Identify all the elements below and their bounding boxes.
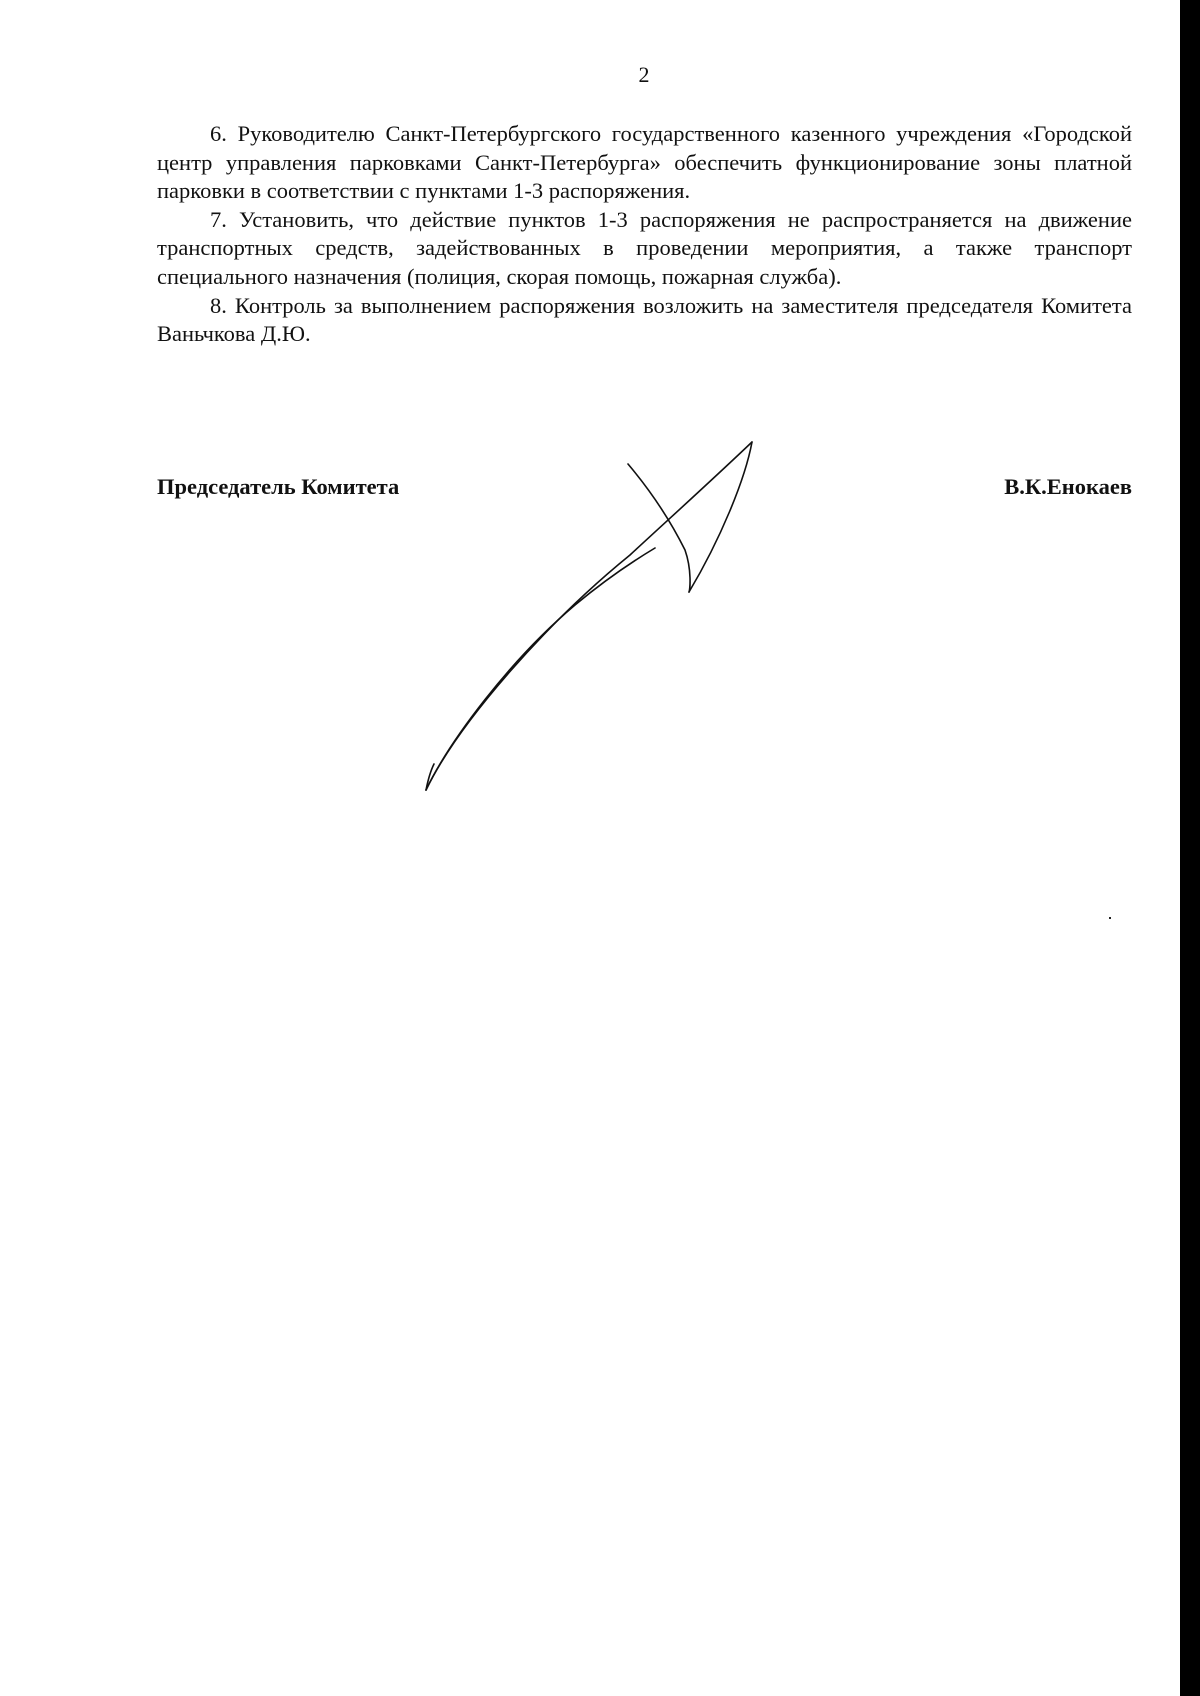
signatory-name: В.К.Енокаев bbox=[1004, 474, 1132, 499]
scan-speck bbox=[1109, 917, 1111, 919]
document-body bbox=[157, 120, 1132, 349]
scan-edge bbox=[1180, 0, 1200, 1696]
page-number: 2 bbox=[638, 62, 650, 87]
signatory-title: Председатель Комитета bbox=[157, 474, 400, 499]
handwritten-signature bbox=[400, 420, 780, 800]
paragraph-8: 8. Контроль за выполнением распоряжения возложить на заместителя председателя Комитета Ваньчкова Д.Ю. bbox=[157, 292, 1132, 347]
paragraph-6: 6. Руководителю Санкт-Петербургского государственного казенного учреждения «Городской центр управления парковками Санкт-Петербурга» обеспечить функционирование зоны платной парковки в соответствии с пунктами 1-3 распоряжения. bbox=[157, 121, 1132, 204]
paragraph-7: 7. Установить, что действие пунктов 1-3 распоряжения не распространяется на движение транспортных средств, задействованных в проведении мероприятия, а также транспорт специального назначения (полиция, скорая помощь, пожарная служба). bbox=[157, 206, 1132, 289]
